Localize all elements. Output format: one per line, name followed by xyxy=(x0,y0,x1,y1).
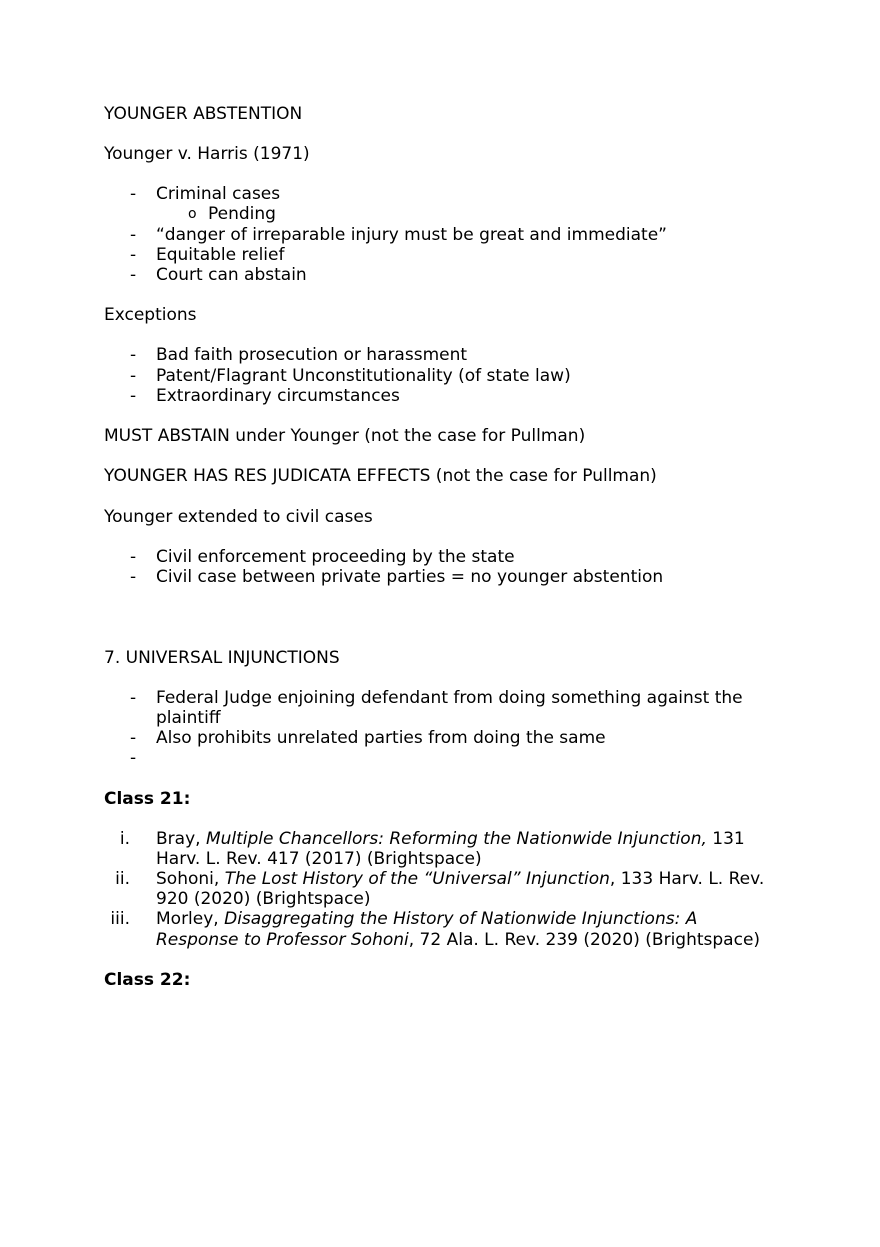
reading-title: Multiple Chancellors: Reforming the Nationwide Injunction, xyxy=(205,829,707,849)
reading-author: Bray, xyxy=(156,829,206,849)
bullet-dash: - xyxy=(130,225,137,245)
bullet-dash: - xyxy=(130,345,137,365)
bullet-dash: - xyxy=(130,567,137,587)
list-item: Extraordinary circumstances xyxy=(156,386,400,406)
list-item: Bad faith prosecution or harassment xyxy=(156,345,468,365)
list-item: Civil case between private parties = no younger abstention xyxy=(156,567,664,587)
bullet-dash: - xyxy=(130,245,137,265)
reading-citation: , 72 Ala. L. Rev. 239 (2020) (Brightspace) xyxy=(408,930,761,950)
civil-heading: Younger extended to civil cases xyxy=(104,507,373,527)
list-item: Also prohibits unrelated parties from doing the same xyxy=(156,728,606,748)
class-22-heading: Class 22: xyxy=(104,970,191,990)
reading-numeral: i. xyxy=(119,829,130,849)
bullet-dash: - xyxy=(130,184,137,204)
bullet-dash: - xyxy=(130,547,137,567)
sub-list-item: Pending xyxy=(208,204,276,224)
reading-author: Morley, xyxy=(156,909,225,929)
reading-line-continuation: 920 (2020) (Brightspace) xyxy=(156,889,371,909)
reading-line xyxy=(156,829,745,849)
must-abstain-note: MUST ABSTAIN under Younger (not the case for Pullman) xyxy=(104,426,586,446)
class-21-heading: Class 21: xyxy=(104,789,191,809)
bullet-dash: - xyxy=(130,688,137,708)
list-item: Court can abstain xyxy=(156,265,307,285)
reading-citation: , 133 Harv. L. Rev. xyxy=(609,869,765,889)
reading-line-continuation xyxy=(156,930,760,950)
list-item: “danger of irreparable injury must be great and immediate” xyxy=(156,225,667,245)
list-item: Equitable relief xyxy=(156,245,285,265)
bullet-dash: - xyxy=(130,386,137,406)
reading-title: The Lost History of the “Universal” Injunction xyxy=(224,869,610,889)
reading-numeral: ii. xyxy=(115,869,130,889)
reading-line xyxy=(156,869,764,889)
reading-author: Sohoni, xyxy=(156,869,225,889)
exceptions-heading: Exceptions xyxy=(104,305,197,325)
bullet-dash: - xyxy=(130,728,137,748)
sub-bullet-circle: o xyxy=(188,206,197,222)
reading-numeral: iii. xyxy=(110,909,130,929)
list-item: Federal Judge enjoining defendant from doing something against the xyxy=(156,688,743,708)
list-item: Criminal cases xyxy=(156,184,281,204)
reading-line xyxy=(156,909,697,929)
reading-line-continuation: Harv. L. Rev. 417 (2017) (Brightspace) xyxy=(156,849,482,869)
bullet-dash: - xyxy=(130,366,137,386)
bullet-dash: - xyxy=(130,265,137,285)
list-item: Civil enforcement proceeding by the state xyxy=(156,547,515,567)
bullet-dash-empty: - xyxy=(130,748,137,768)
reading-citation: 131 xyxy=(706,829,745,849)
section-heading-younger: YOUNGER ABSTENTION xyxy=(104,104,303,124)
section-heading-universal: 7. UNIVERSAL INJUNCTIONS xyxy=(104,648,340,668)
reading-title: Response to Professor Sohoni xyxy=(156,930,409,950)
case-name: Younger v. Harris (1971) xyxy=(104,144,310,164)
list-item: Patent/Flagrant Unconstitutionality (of state law) xyxy=(156,366,571,386)
reading-title: Disaggregating the History of Nationwide Injunctions: A xyxy=(224,909,698,929)
list-item-continuation: plaintiff xyxy=(156,708,221,728)
res-judicata-note: YOUNGER HAS RES JUDICATA EFFECTS (not the case for Pullman) xyxy=(104,466,657,486)
